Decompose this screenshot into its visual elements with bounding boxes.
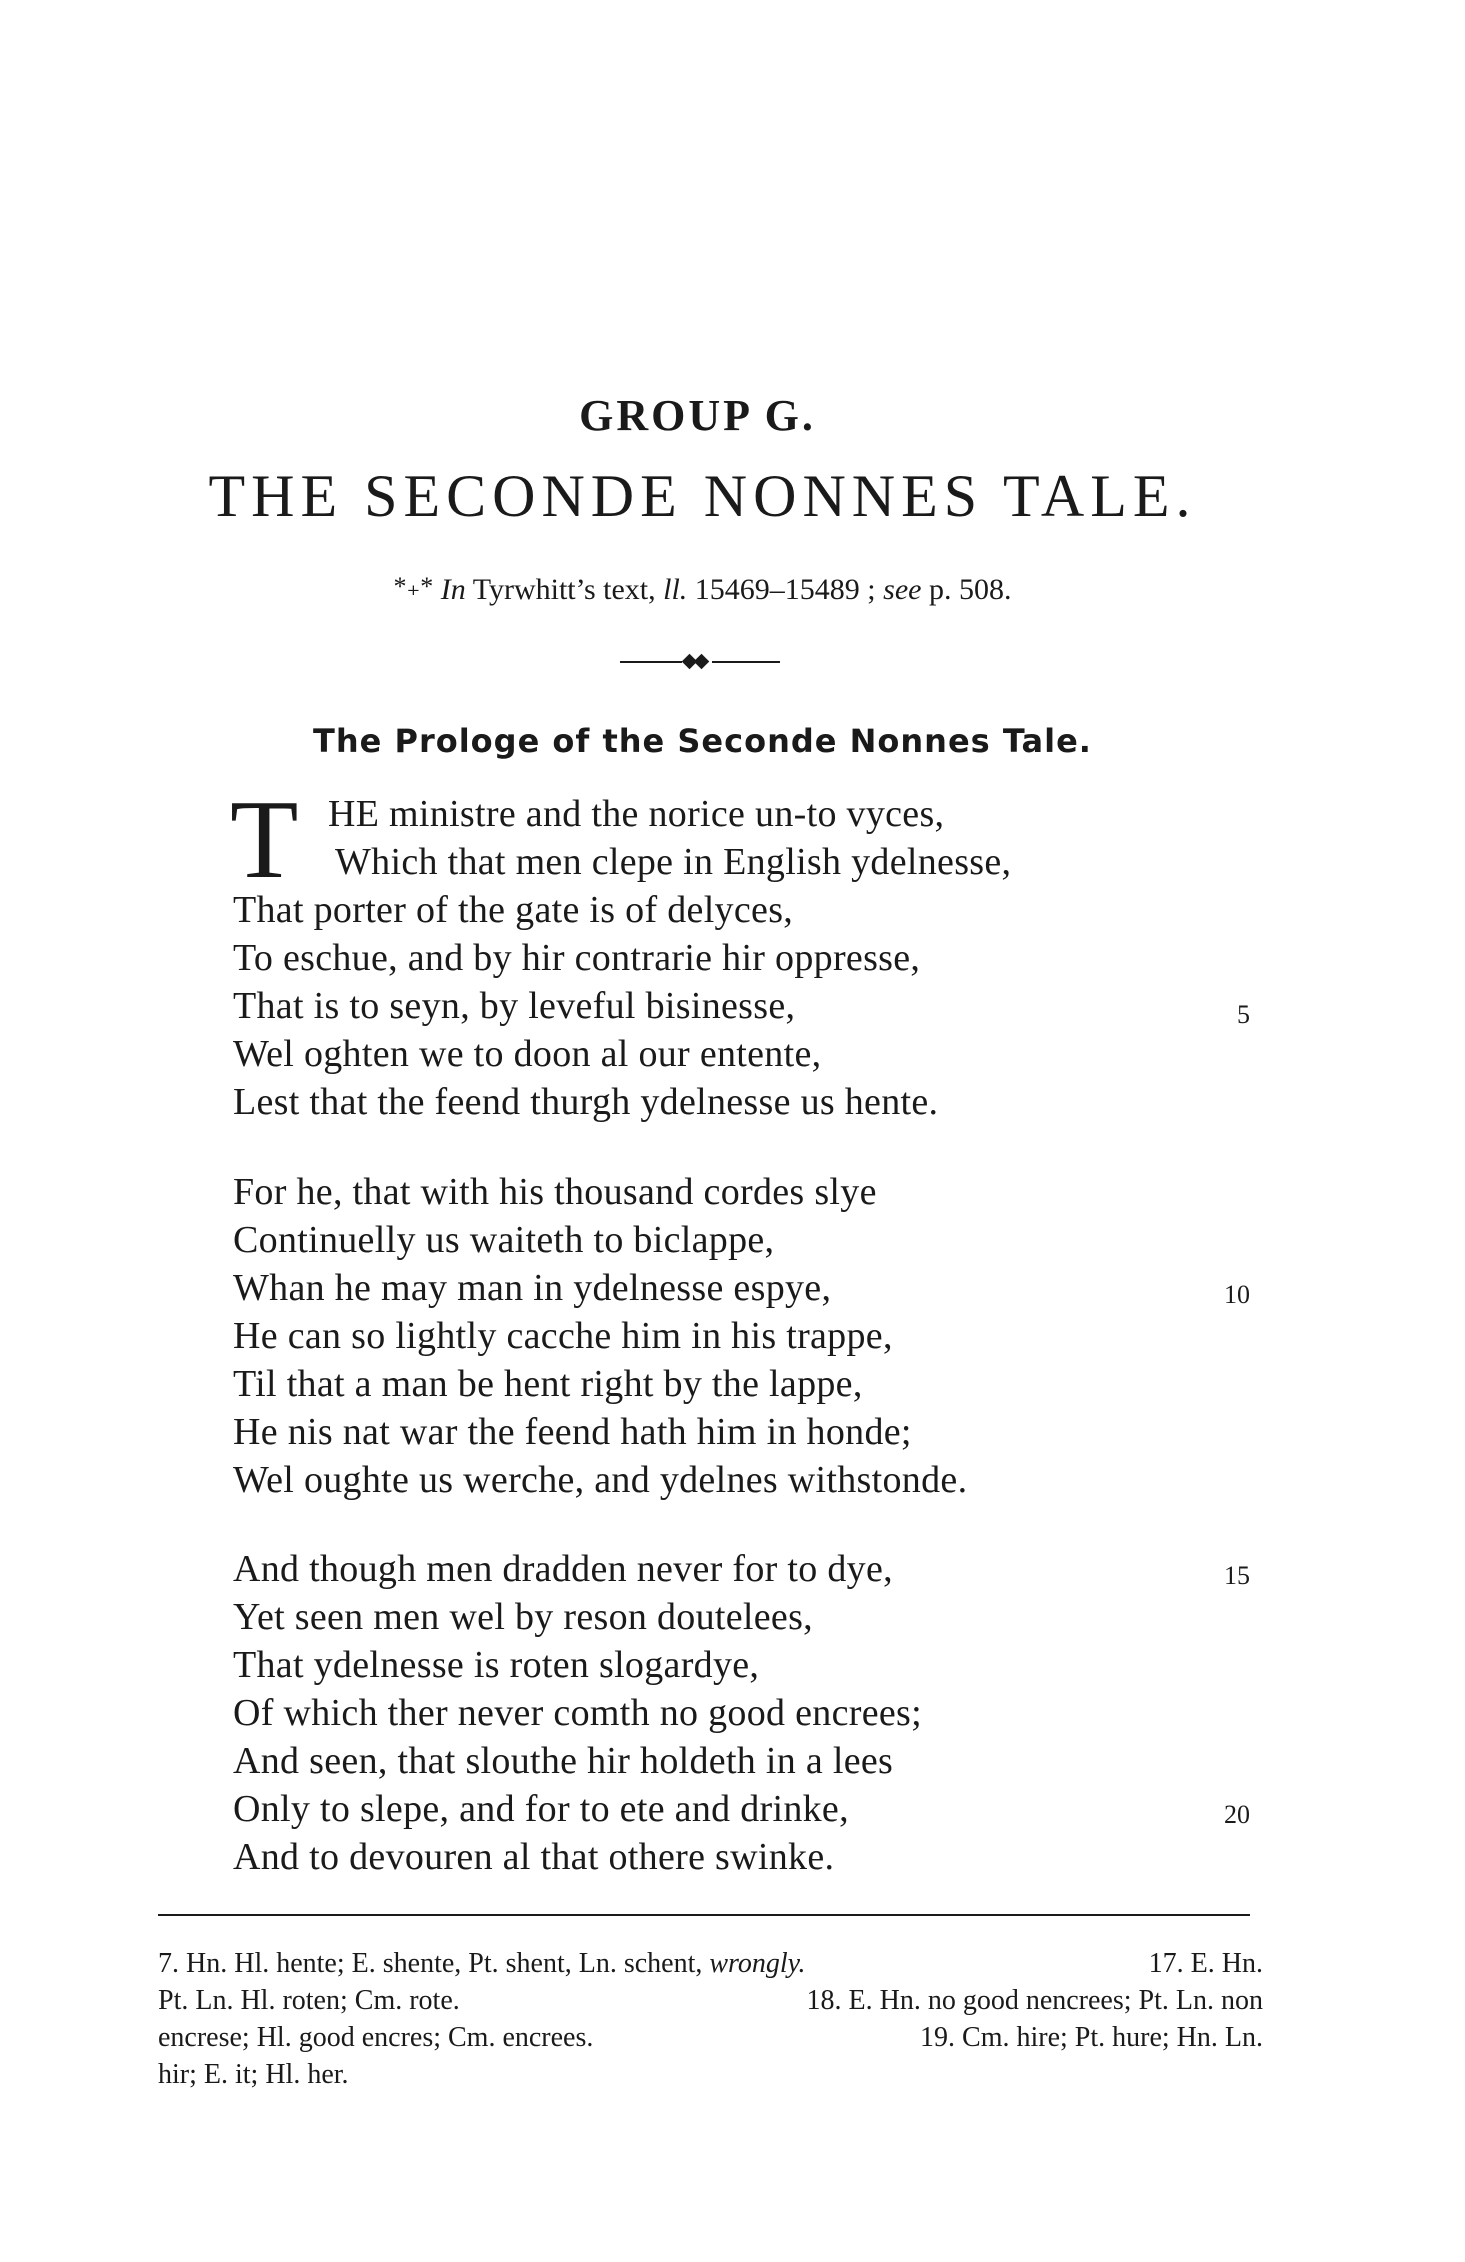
verse-line: Wel oghten we to doon al our entente,	[233, 1033, 822, 1075]
prologue-heading: The Prologe of the Seconde Nonnes Tale.	[313, 722, 1092, 760]
footnote-text: 17. E. Hn.	[1148, 1948, 1263, 1979]
verse-line: He nis nat war the feend hath him in honde;	[233, 1411, 912, 1453]
note-see: see	[883, 573, 922, 606]
note-page: p. 508.	[928, 573, 1012, 606]
footnote-text: Pt. Ln. Hl. roten; Cm. rote.	[158, 1985, 460, 2016]
verse-line: Til that a man be hent right by the lappe,	[233, 1363, 863, 1405]
footnote-line	[158, 1982, 1263, 2019]
verse-line: To eschue, and by hir contrarie hir oppresse,	[233, 937, 921, 979]
verse-line: And though men dradden never for to dye,	[233, 1548, 893, 1590]
tale-title: THE SECONDE NONNES TALE.	[208, 463, 1197, 529]
note-lead: In	[440, 573, 466, 606]
note-text: Tyrwhitt’s text,	[472, 573, 656, 606]
footnote-line	[158, 1945, 1263, 1982]
verse-line: Continuelly us waiteth to biclappe,	[233, 1219, 775, 1261]
note-range: 15469–15489 ;	[694, 573, 876, 606]
footnote-text: 19. Cm. hire; Pt. hure; Hn. Ln.	[920, 2022, 1263, 2053]
line-number: 20	[1224, 1800, 1250, 1829]
verse-line: Yet seen men wel by reson doutelees,	[233, 1596, 813, 1638]
line-number: 5	[1237, 1000, 1250, 1029]
verse-line: That ydelnesse is roten slogardye,	[233, 1644, 760, 1686]
footnotes	[158, 1945, 1263, 2093]
note-ll: ll.	[663, 573, 688, 606]
footnote-text: hir; E. it; Hl. her.	[158, 2059, 349, 2090]
verse-line: That porter of the gate is of delyces,	[233, 889, 794, 931]
verse-line: And seen, that slouthe hir holdeth in a lees	[233, 1740, 894, 1782]
verse-line: For he, that with his thousand cordes slye	[233, 1171, 877, 1213]
footnote-italic: wrongly.	[709, 1948, 806, 1979]
verse-line: And to devouren al that othere swinke.	[233, 1836, 835, 1878]
footnote-line	[158, 2056, 1263, 2093]
verse-line: HE ministre and the norice un-to vyces,	[328, 793, 945, 835]
footnote-text: 7. Hn. Hl. hente; E. shente, Pt. shent, Ln. schent,	[158, 1948, 703, 1979]
verse-line: Lest that the feend thurgh ydelnesse us hente.	[233, 1081, 939, 1123]
drop-cap: T	[230, 778, 299, 902]
footnote-text: encrese; Hl. good encres; Cm. encrees.	[158, 2022, 594, 2053]
footnote-rule	[158, 1914, 1250, 1916]
verse-line: Which that men clepe in English ydelnesse,	[335, 841, 1012, 883]
ornament-divider	[620, 650, 780, 674]
verse-line: He can so lightly cacche him in his trappe,	[233, 1315, 893, 1357]
line-number: 15	[1224, 1561, 1250, 1590]
verse-line: Only to slepe, and for to ete and drinke,	[233, 1788, 849, 1830]
verse-line: That is to seyn, by leveful bisinesse,	[233, 985, 796, 1027]
footnote-text: 18. E. Hn. no good nencrees; Pt. Ln. non	[806, 1985, 1263, 2016]
tyrwhitt-note	[0, 572, 1405, 607]
line-number: 10	[1224, 1280, 1250, 1309]
verse-line: Of which ther never comth no good encrees;	[233, 1692, 922, 1734]
verse-line: Wel oughte us werche, and ydelnes withstonde.	[233, 1459, 968, 1501]
note-asterisks: *₊*	[393, 572, 434, 601]
footnote-line	[158, 2019, 1263, 2056]
group-title: GROUP G.	[579, 391, 816, 440]
verse-line: Whan he may man in ydelnesse espye,	[233, 1267, 832, 1309]
